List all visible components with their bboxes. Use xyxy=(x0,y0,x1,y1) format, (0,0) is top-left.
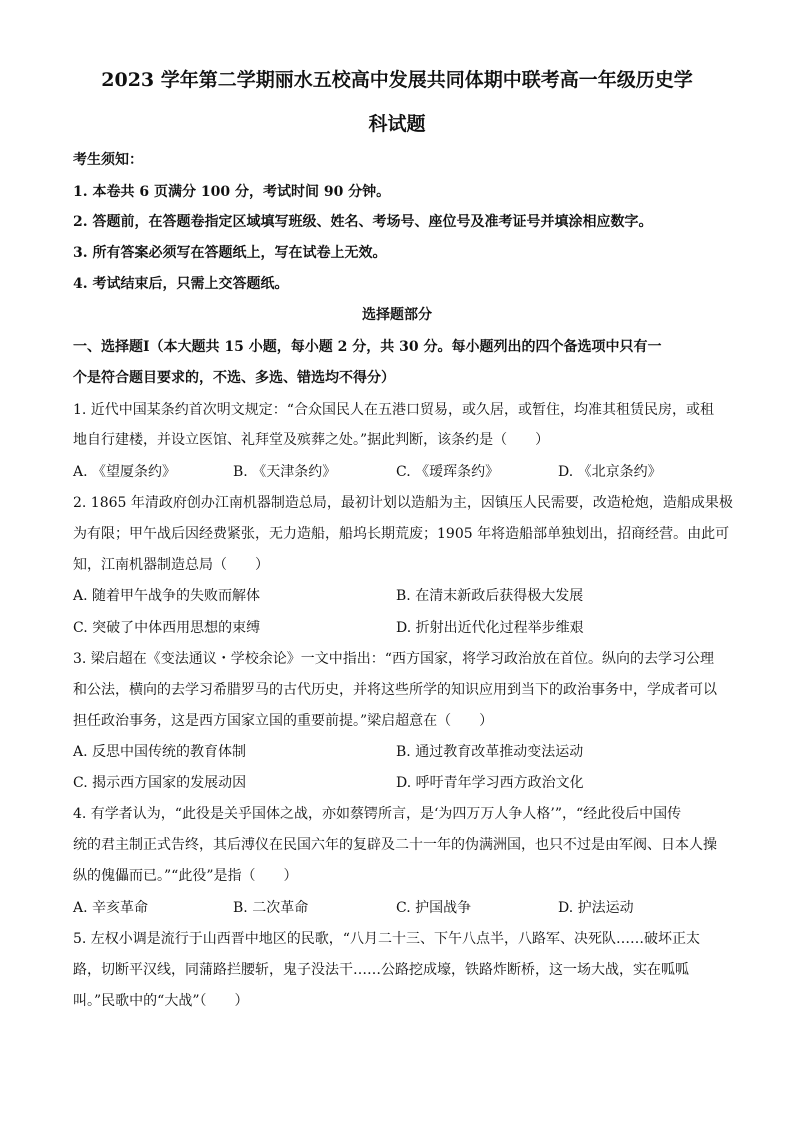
question-3-option-a: A. 反思中国传统的教育体制 xyxy=(73,744,247,760)
notice-item-1: 1. 本卷共 6 页满分 100 分，考试时间 90 分钟。 xyxy=(73,184,391,200)
question-1-line-2: 地自行建楼，并设立医馆、礼拜堂及殡葬之处。”据此判断，该条约是（ ） xyxy=(73,432,550,448)
question-1-option-b: B. 《天津条约》 xyxy=(233,464,337,480)
question-2-line-3: 知，江南机器制造总局（ ） xyxy=(73,557,269,573)
question-3-line-2: 和公法，横向的去学习希腊罗马的古代历史，并将这些所学的知识应用到当下的政治事务中，学成者可以 xyxy=(73,682,717,698)
question-3-option-c: C. 揭示西方国家的发展动因 xyxy=(73,775,247,791)
question-4-option-c: C. 护国战争 xyxy=(396,900,472,916)
question-1-option-c: C. 《瑷珲条约》 xyxy=(396,464,500,480)
question-4-line-2: 统的君主制正式告终，其后溥仪在民国六年的复辟及二十一年的伪满洲国，也只不过是由军阀、日本人操 xyxy=(73,837,717,853)
question-1-option-d: D. 《北京条约》 xyxy=(558,464,662,480)
section-instruction-line-1: 一、选择题Ⅰ（本大题共 15 小题，每小题 2 分，共 30 分。每小题列出的四个备选项中只有一 xyxy=(73,339,662,355)
section-instruction-line-2: 个是符合题目要求的，不选、多选、错选均不得分） xyxy=(73,370,395,386)
question-4-option-a: A. 辛亥革命 xyxy=(73,900,149,916)
question-4-option-d: D. 护法运动 xyxy=(558,900,634,916)
question-3-option-d: D. 呼吁青年学习西方政治文化 xyxy=(396,775,584,791)
question-4-line-1: 4. 有学者认为，“此役是关乎国体之战，亦如蔡锷所言，是‘为四万万人争人格’”，“经此役后中国传 xyxy=(73,806,682,822)
question-3-line-3: 担任政治事务，这是西方国家立国的重要前提。”梁启超意在（ ） xyxy=(73,713,494,729)
notice-item-4: 4. 考试结束后，只需上交答题纸。 xyxy=(73,276,289,292)
question-1-option-a: A. 《望厦条约》 xyxy=(73,464,177,480)
question-2-option-c: C. 突破了中体西用思想的束缚 xyxy=(73,620,261,636)
question-5-line-3: 叫。”民歌中的“大战”（ ） xyxy=(73,993,249,1009)
question-2-option-d: D. 折射出近代化过程举步维艰 xyxy=(396,620,584,636)
section-title: 选择题部分 xyxy=(362,307,432,323)
notice-item-2: 2. 答题前，在答题卷指定区域填写班级、姓名、考场号、座位号及准考证号并填涂相应数字。 xyxy=(73,214,653,230)
question-3-option-b: B. 通过教育改革推动变法运动 xyxy=(396,744,584,760)
question-5-line-2: 路，切断平汉线，同蒲路拦腰斩，鬼子没法干……公路挖成壕，铁路炸断桥，这一场大战，实在呱呱 xyxy=(73,962,689,978)
question-3-line-1: 3. 梁启超在《变法通议・学校余论》一文中指出：“西方国家，将学习政治放在首位。纵向的去学习公理 xyxy=(73,651,714,667)
question-2-option-b: B. 在清末新政后获得极大发展 xyxy=(396,588,584,604)
notice-item-3: 3. 所有答案必须写在答题纸上，写在试卷上无效。 xyxy=(73,245,387,261)
question-2-line-2: 为有限；甲午战后因经费紧张，无力造船，船坞长期荒废；1905 年将造船部单独划出，招商经营。由此可 xyxy=(73,526,730,542)
exam-title-line-2: 科试题 xyxy=(368,113,426,135)
question-4-line-3: 纵的傀儡而已。”“此役”是指（ ） xyxy=(73,868,298,884)
question-2-line-1: 2. 1865 年清政府创办江南机器制造总局，最初计划以造船为主，因镇压人民需要，改造枪炮，造船成果极 xyxy=(73,495,733,511)
question-1-line-1: 1. 近代中国某条约首次明文规定：“合众国民人在五港口贸易，或久居，或暂住，均准其租赁民房，或租 xyxy=(73,402,714,418)
notice-heading: 考生须知： xyxy=(73,152,143,168)
question-2-option-a: A. 随着甲午战争的失败而解体 xyxy=(73,588,261,604)
question-5-line-1: 5. 左权小调是流行于山西晋中地区的民歌，“八月二十三、下午八点半，八路军、决死队……破坏正太 xyxy=(73,931,700,947)
question-4-option-b: B. 二次革命 xyxy=(233,900,309,916)
exam-title-line-1: 2023 学年第二学期丽水五校高中发展共同体期中联考高一年级历史学 xyxy=(101,69,693,91)
